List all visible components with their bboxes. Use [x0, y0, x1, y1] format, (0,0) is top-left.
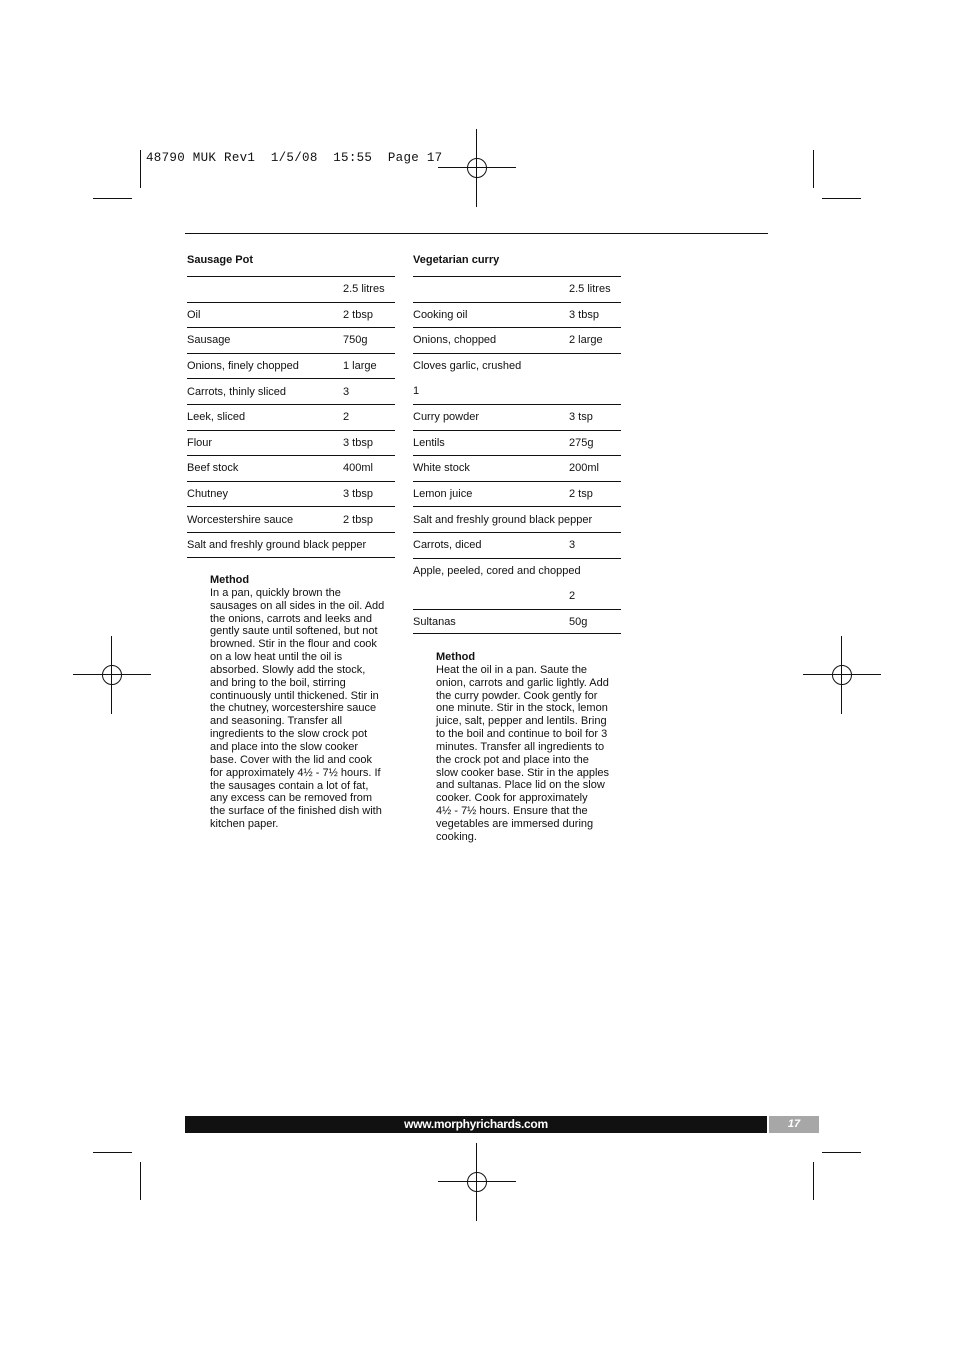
method-line: gently saute until softened, but not: [210, 625, 378, 638]
ingredient-quantity: 3 tsp: [569, 411, 593, 424]
ingredient-row: [187, 532, 395, 558]
capacity-row: [413, 276, 621, 302]
ingredient-quantity: 50g: [569, 615, 588, 628]
ingredient-row: [187, 302, 395, 328]
method-line: and sultanas. Place lid on the slow: [436, 779, 605, 792]
ingredient-name: Carrots, thinly sliced: [187, 385, 287, 398]
ingredient-quantity: 2: [569, 589, 576, 602]
ingredient-row: [187, 430, 395, 456]
ingredient-row: [413, 583, 621, 609]
method-line: the surface of the finished dish with: [210, 805, 382, 818]
ingredient-row: [413, 353, 621, 379]
ingredient-name: Worcestershire sauce: [187, 513, 294, 526]
ingredient-name: Beef stock: [187, 462, 239, 475]
method-line: and bring to the boil, stirring: [210, 676, 346, 689]
registration-mark-icon: [803, 636, 881, 714]
ingredient-name: Oil: [187, 308, 201, 321]
method-line: and place into the slow cooker: [210, 740, 358, 753]
method-line: absorbed. Slowly add the stock,: [210, 663, 366, 676]
ingredient-name: Onions, chopped: [413, 334, 497, 347]
method-line: one minute. Stir in the stock, lemon: [436, 702, 608, 715]
ingredient-name: Lentils: [413, 436, 445, 449]
ingredient-row: [413, 430, 621, 456]
method-line: continuously until thickened. Stir in: [210, 689, 379, 702]
method-line: vegetables are immersed during: [436, 817, 594, 830]
website-link[interactable]: www.morphyrichards.com: [404, 1117, 548, 1131]
ingredient-quantity: 3: [569, 539, 576, 552]
ingredient-quantity: 2 tsp: [569, 488, 593, 501]
crop-mark: [822, 198, 861, 199]
ingredient-name: Curry powder: [413, 411, 480, 424]
ingredient-quantity: 3 tbsp: [343, 436, 373, 449]
ingredient-row: [413, 327, 621, 353]
crop-mark: [140, 1162, 141, 1200]
ingredient-quantity: 3: [343, 385, 350, 398]
method-line: the curry powder. Cook gently for: [436, 689, 598, 702]
footer-bar: [185, 1116, 767, 1133]
ingredient-name: Leek, sliced: [187, 411, 246, 424]
ingredient-row: [187, 506, 395, 532]
ingredient-quantity: 3 tbsp: [343, 488, 373, 501]
method-sausage-pot: [210, 574, 396, 831]
ingredient-name: Lemon juice: [413, 488, 473, 501]
ingredient-row: [413, 609, 621, 635]
ingredient-name: Carrots, diced: [413, 539, 482, 552]
method-line: for approximately 4½ - 7½ hours. If: [210, 766, 381, 779]
recipe-title: Vegetarian curry: [413, 254, 500, 266]
method-line: and seasoning. Transfer all: [210, 715, 343, 728]
crop-mark: [813, 1162, 814, 1200]
ingredient-quantity: 1 large: [343, 360, 377, 373]
ingredient-name: White stock: [413, 462, 470, 475]
ingredient-quantity: 2 large: [569, 334, 603, 347]
method-line: base. Cover with the lid and cook: [210, 753, 373, 766]
crop-mark: [93, 1152, 132, 1153]
ingredient-name: Salt and freshly ground black pepper: [187, 538, 367, 551]
page-number: 17: [787, 1118, 801, 1130]
ingredient-name: 1: [413, 385, 420, 398]
page-number-box: [769, 1116, 819, 1133]
ingredient-row: [413, 481, 621, 507]
ingredient-row: [413, 506, 621, 532]
method-line: Heat the oil in a pan. Saute the: [436, 663, 588, 676]
crop-mark: [140, 150, 141, 188]
recipe-title: Sausage Pot: [187, 254, 254, 266]
ingredient-name: Flour: [187, 436, 213, 449]
ingredient-quantity: 200ml: [569, 462, 599, 475]
method-line: cooking.: [436, 830, 477, 843]
method-line: minutes. Transfer all ingredients to: [436, 740, 605, 753]
ingredient-row: [413, 558, 621, 584]
method-line: to the boil and continue to boil for 3: [436, 728, 608, 741]
registration-mark-icon: [438, 129, 516, 207]
method-line: slow cooker base. Stir in the apples: [436, 766, 610, 779]
ingredient-name: Salt and freshly ground black pepper: [413, 513, 593, 526]
ingredient-row: [187, 455, 395, 481]
registration-mark-icon: [438, 1143, 516, 1221]
method-title: Method: [210, 574, 250, 586]
method-line: cooker. Cook for approximately: [436, 792, 588, 805]
method-line: juice, salt, pepper and lentils. Bring: [436, 715, 607, 728]
ingredient-quantity: 400ml: [343, 462, 373, 475]
method-line: onion, carrots and garlic lightly. Add: [436, 676, 609, 689]
ingredient-row: [413, 532, 621, 558]
method-line: the sausages contain a lot of fat,: [210, 779, 369, 792]
capacity-row: [187, 276, 395, 302]
ingredient-quantity: 3 tbsp: [569, 308, 599, 321]
ingredient-name: Sausage: [187, 334, 231, 347]
method-line: In a pan, quickly brown the: [210, 586, 341, 599]
ingredient-row: [413, 404, 621, 430]
ingredient-row: [187, 481, 395, 507]
ingredient-name: Sultanas: [413, 615, 456, 628]
method-line: browned. Stir in the flour and cook: [210, 638, 377, 651]
crop-mark: [93, 198, 132, 199]
ingredient-name: Cloves garlic, crushed: [413, 360, 522, 373]
ingredient-row: [413, 455, 621, 481]
ingredient-row: [187, 404, 395, 430]
method-vegetarian-curry: [436, 651, 622, 844]
crop-mark: [822, 1152, 861, 1153]
ingredient-name: Onions, finely chopped: [187, 360, 299, 373]
method-line: sausages on all sides in the oil. Add: [210, 599, 385, 612]
ingredient-quantity: 750g: [343, 334, 368, 347]
method-line: the crock pot and place into the: [436, 753, 589, 766]
ingredient-row: [187, 327, 395, 353]
registration-mark-icon: [73, 636, 151, 714]
crop-mark: [813, 150, 814, 188]
method-line: ingredients to the slow crock pot: [210, 728, 368, 741]
ingredient-name: Cooking oil: [413, 308, 468, 321]
ingredient-quantity: 2: [343, 411, 350, 424]
capacity: 2.5 litres: [343, 283, 385, 296]
ingredient-quantity: 275g: [569, 436, 594, 449]
method-line: the chutney, worcestershire sauce: [210, 702, 377, 715]
capacity: 2.5 litres: [569, 283, 611, 296]
recipe-sausage-pot: [187, 254, 395, 558]
ingredient-name: Chutney: [187, 488, 228, 501]
ingredient-name: Apple, peeled, cored and chopped: [413, 564, 581, 577]
ingredient-quantity: 2 tbsp: [343, 513, 373, 526]
method-line: 4½ - 7½ hours. Ensure that the: [436, 805, 588, 818]
method-line: kitchen paper.: [210, 818, 279, 831]
method-line: the onions, carrots and leeks and: [210, 612, 373, 625]
ingredient-row: [187, 353, 395, 379]
ingredient-row: [187, 378, 395, 404]
method-line: on a low heat until the oil is: [210, 651, 343, 664]
ingredient-row: [413, 302, 621, 328]
method-title: Method: [436, 651, 476, 663]
recipe-vegetarian-curry: [413, 254, 621, 634]
header-rule: [185, 233, 768, 234]
method-line: any excess can be removed from: [210, 792, 373, 805]
printer-slug: 48790 MUK Rev1 1/5/08 15:55 Page 17: [146, 151, 443, 165]
ingredient-row: [413, 378, 621, 404]
ingredient-quantity: 2 tbsp: [343, 308, 373, 321]
